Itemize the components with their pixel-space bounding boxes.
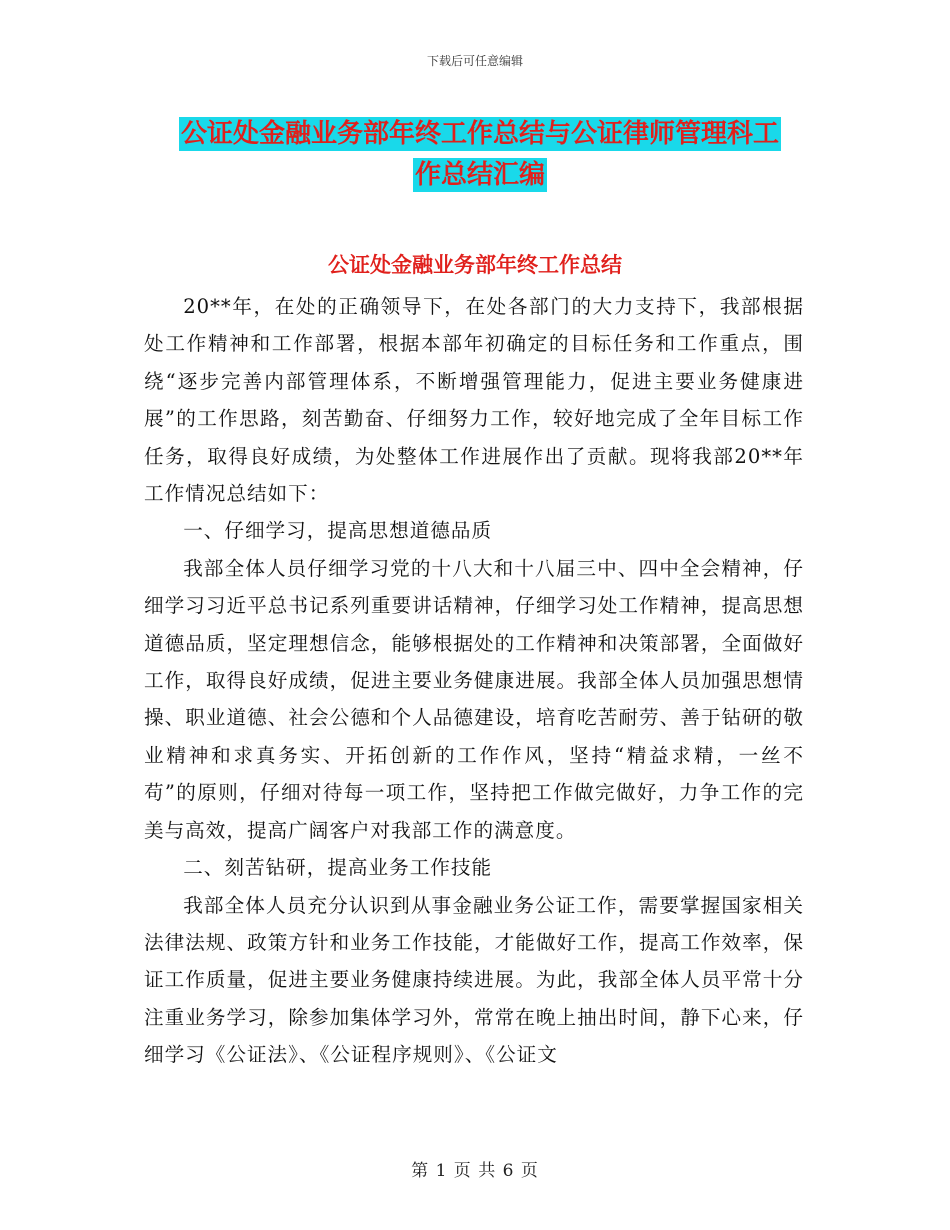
document-title-line-2 [150,154,810,191]
header-note: 下载后可任意编辑 [426,54,523,68]
heading-skills: 二、刻苦钻研，提高业务工作技能 [183,856,493,880]
paragraph-intro: 20**年，在处的正确领导下，在处各部门的大力支持下，我部根据处工作精神和工作部署，根据本部年初确定的目标任务和工作重点，围绕“逐步完善内部管理体系，不断增强管理能力，促进主要业务健康进展”的工作思路，刻苦勤奋、仔细努力工作，较好地完成了全年目标工作任务，取得良好成绩，为处整体工作进展作出了贡献。现将我部20**年工作情况总结如下： [144,295,804,506]
document-title-text-1: 公证处金融业务部年终工作总结与公证律师管理科工 [180,119,779,149]
page-footer: 第 1 页 共 6 页 [411,1161,539,1181]
paragraph-skills: 我部全体人员充分认识到从事金融业务公证工作，需要掌握国家相关法律法规、政策方针和业务工作技能，才能做好工作，提高工作效率，保证工作质量，促进主要业务健康持续进展。为此，我部全体人员平常十分注重业务学习，除参加集体学习外，常常在晚上抽出时间，静下心来，仔细学习《公证法》、《公证程序规则》、《公证文 [144,893,804,1067]
document-body [144,288,804,1074]
section-title: 公证处金融业务部年终工作总结 [328,252,622,277]
paragraph-study: 我部全体人员仔细学习党的十八大和十八届三中、四中全会精神，仔细学习习近平总书记系列重要讲话精神，仔细学习处工作精神，提高思想道德品质，坚定理想信念，能够根据处的工作精神和决策部署，全面做好工作，取得良好成绩，促进主要业务健康进展。我部全体人员加强思想情操、职业道德、社会公德和个人品德建设，培育吃苦耐劳、善于钻研的敬业精神和求真务实、开拓创新的工作作风，坚持“精益求精，一丝不苟”的原则，仔细对待每一项工作，坚持把工作做完做好，力争工作的完美与高效，提高广阔客户对我部工作的满意度。 [144,556,804,842]
document-title-text-2: 作总结汇编 [414,160,545,190]
document-title-line-1 [150,113,810,150]
heading-study: 一、仔细学习，提高思想道德品质 [183,519,493,543]
